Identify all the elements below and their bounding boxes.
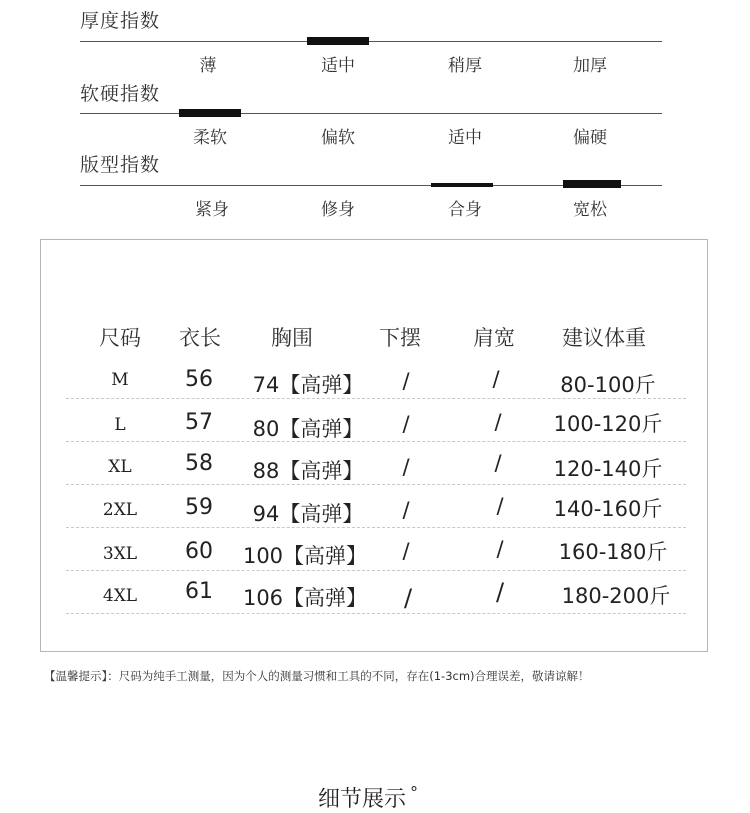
- cell-weight: 160-180斤: [558, 540, 668, 564]
- header-chest: 胸围: [271, 326, 313, 350]
- row-divider: [66, 527, 686, 528]
- cell-length: 56: [185, 367, 213, 392]
- header-shoulder: 肩宽: [473, 326, 515, 350]
- thickness-index-line: [80, 41, 662, 42]
- cell-size: 3XL: [102, 544, 138, 564]
- softness-index-title: 软硬指数: [80, 83, 161, 105]
- row-divider: [66, 484, 686, 485]
- softness-index-line: [80, 113, 662, 114]
- cell-length: 60: [185, 539, 213, 564]
- fit-index-marker-regular: [431, 183, 493, 187]
- cell-length: 57: [185, 410, 213, 435]
- cell-hem: /: [402, 369, 410, 393]
- header-weight: 建议体重: [562, 326, 646, 350]
- cell-size: 4XL: [102, 586, 138, 606]
- header-hem: 下摆: [379, 326, 421, 350]
- header-length: 衣长: [179, 326, 221, 350]
- cell-chest: 100【高弹】: [242, 544, 368, 568]
- header-size: 尺码: [99, 326, 141, 350]
- cell-size: M: [111, 370, 129, 390]
- thickness-index-title: 厚度指数: [80, 10, 161, 32]
- softness-option-soft: 柔软: [193, 128, 227, 148]
- cell-hem: /: [402, 539, 410, 563]
- softness-option-slightly-hard: 偏硬: [573, 128, 607, 148]
- cell-chest: 80【高弹】: [252, 417, 364, 441]
- cell-shoulder: /: [496, 537, 504, 561]
- cell-chest: 88【高弹】: [252, 459, 364, 483]
- cell-shoulder: /: [492, 367, 500, 391]
- detail-title-text: 细节展示: [318, 787, 407, 812]
- fit-index-title: 版型指数: [80, 154, 161, 176]
- thickness-option-extra-thick: 加厚: [573, 56, 607, 76]
- cell-hem: /: [402, 498, 410, 522]
- cell-hem: /: [402, 412, 410, 436]
- cell-weight: 140-160斤: [553, 497, 663, 521]
- measurement-note: 【温馨提示】：尺码为纯手工测量，因为个人的测量习惯和工具的不同，存在(1-3cm)合理误差，敬请谅解！: [44, 669, 590, 683]
- cell-hem: /: [403, 584, 413, 612]
- fit-option-regular: 合身: [448, 200, 482, 220]
- thickness-index-marker: [307, 37, 369, 45]
- fit-option-loose: 宽松: [573, 200, 607, 220]
- cell-hem: /: [402, 455, 410, 479]
- thickness-option-thicker: 稍厚: [448, 56, 482, 76]
- row-divider: [66, 613, 686, 614]
- thickness-option-thin: 薄: [199, 56, 217, 76]
- cell-shoulder: /: [494, 451, 502, 475]
- cell-shoulder: /: [494, 410, 502, 434]
- cell-shoulder: /: [495, 578, 505, 606]
- softness-index-marker: [179, 109, 241, 117]
- row-divider: [66, 441, 686, 442]
- cell-shoulder: /: [496, 494, 504, 518]
- detail-section-title: [318, 782, 418, 813]
- cell-size: L: [114, 415, 126, 435]
- cell-weight: 120-140斤: [553, 457, 663, 481]
- softness-option-medium: 适中: [448, 128, 482, 148]
- cell-chest: 74【高弹】: [252, 373, 364, 397]
- cell-chest: 94【高弹】: [252, 502, 364, 526]
- row-divider: [66, 398, 686, 399]
- cell-size: 2XL: [102, 500, 138, 520]
- thickness-option-medium: 适中: [321, 56, 355, 76]
- fit-option-slim: 修身: [321, 200, 355, 220]
- fit-option-tight: 紧身: [195, 200, 229, 220]
- cell-weight: 180-200斤: [561, 584, 671, 608]
- cell-weight: 100-120斤: [553, 412, 663, 436]
- cell-weight: 80-100斤: [560, 373, 656, 397]
- cell-chest: 106【高弹】: [242, 586, 368, 610]
- fit-index-marker-loose: [563, 180, 621, 188]
- row-divider: [66, 570, 686, 571]
- cell-length: 61: [185, 579, 213, 604]
- softness-option-slightly-soft: 偏软: [321, 128, 355, 148]
- degree-mark: °: [410, 782, 419, 802]
- cell-length: 58: [185, 451, 213, 476]
- cell-length: 59: [185, 495, 213, 520]
- cell-size: XL: [108, 457, 132, 477]
